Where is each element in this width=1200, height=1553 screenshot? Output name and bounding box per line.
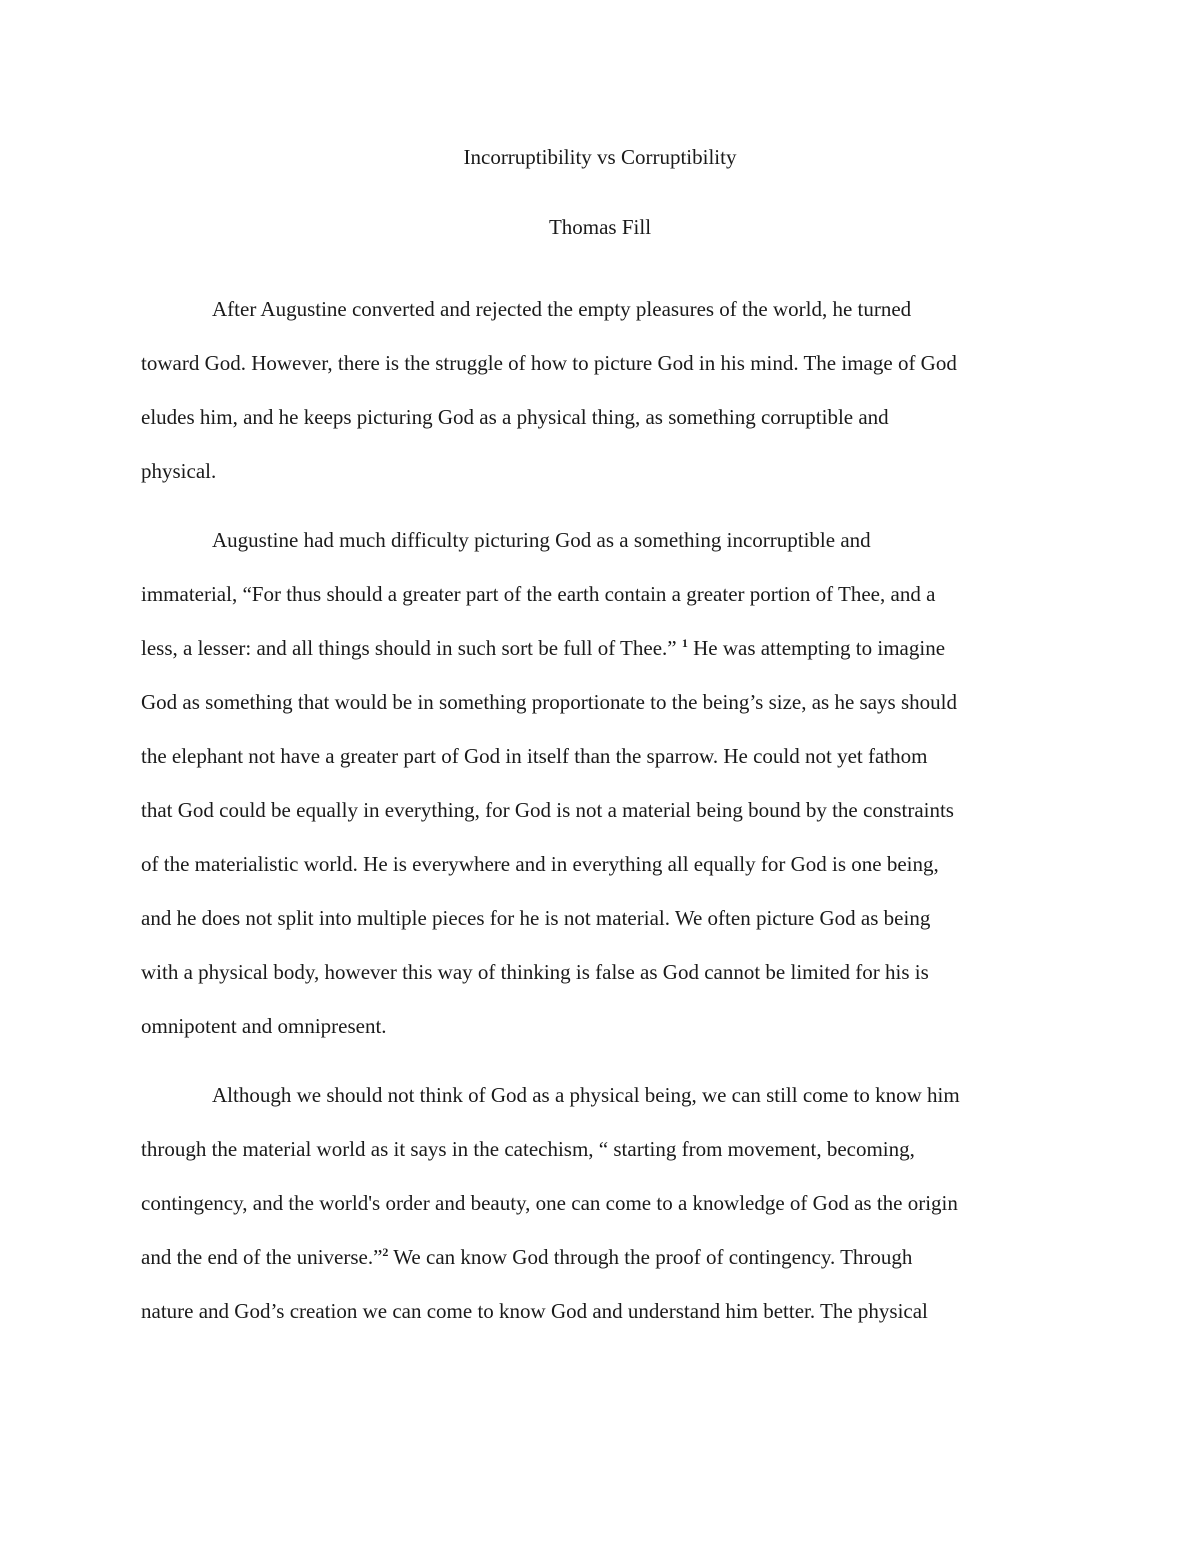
paragraph-line: that God could be equally in everything, for God is not a material being bound by the constraints bbox=[141, 798, 954, 822]
footnote-marker[interactable]: 1 bbox=[681, 636, 688, 650]
line-text-after: He was attempting to imagine bbox=[687, 636, 946, 660]
author-name: Thomas Fill bbox=[548, 215, 652, 239]
paragraph-line: the elephant not have a greater part of God in itself than the sparrow. He could not yet fathom bbox=[141, 744, 928, 768]
paragraph-line-with-footnote bbox=[141, 1230, 1065, 1284]
paragraph-line: and he does not split into multiple pieces for he is not material. We often picture God as being bbox=[141, 906, 931, 930]
paragraph-3 bbox=[141, 1068, 1065, 1338]
document-body bbox=[141, 282, 1065, 1353]
line-text-before: and the end of the universe.” bbox=[141, 1245, 383, 1269]
paragraph-line: omnipotent and omnipresent. bbox=[141, 1014, 387, 1038]
paragraph-line: immaterial, “For thus should a greater part of the earth contain a greater portion of Thee, and a bbox=[141, 582, 936, 606]
paragraph-line: After Augustine converted and rejected the empty pleasures of the world, he turned bbox=[212, 297, 912, 321]
paragraph-line: of the materialistic world. He is everywhere and in everything all equally for God is one being, bbox=[141, 852, 939, 876]
paragraph-line: toward God. However, there is the struggle of how to picture God in his mind. The image of God bbox=[141, 351, 957, 375]
document-title: Incorruptibility vs Corruptibility bbox=[463, 145, 737, 169]
paragraph-line: Although we should not think of God as a physical being, we can still come to know him bbox=[212, 1083, 960, 1107]
paragraph-line: nature and God’s creation we can come to know God and understand him better. The physical bbox=[141, 1299, 928, 1323]
line-text-after: We can know God through the proof of contingency. Through bbox=[388, 1245, 913, 1269]
line-text-before: less, a lesser: and all things should in such sort be full of Thee.” bbox=[141, 636, 682, 660]
paragraph-line: through the material world as it says in the catechism, “ starting from movement, becoming, bbox=[141, 1137, 915, 1161]
paragraph-line: Augustine had much difficulty picturing God as a something incorruptible and bbox=[212, 528, 871, 552]
paragraph-line: God as something that would be in something proportionate to the being’s size, as he says should bbox=[141, 690, 957, 714]
paragraph-line: physical. bbox=[141, 459, 217, 483]
paragraph-line: with a physical body, however this way of thinking is false as God cannot be limited for his is bbox=[141, 960, 929, 984]
paragraph-1 bbox=[141, 282, 1065, 498]
footnote-marker[interactable]: 2 bbox=[382, 1245, 389, 1259]
paragraph-line: eludes him, and he keeps picturing God as a physical thing, as something corruptible and bbox=[141, 405, 889, 429]
paragraph-line: contingency, and the world's order and beauty, one can come to a knowledge of God as the origin bbox=[141, 1191, 958, 1215]
paragraph-2 bbox=[141, 513, 1065, 1053]
paragraph-line-with-footnote bbox=[141, 621, 1065, 675]
